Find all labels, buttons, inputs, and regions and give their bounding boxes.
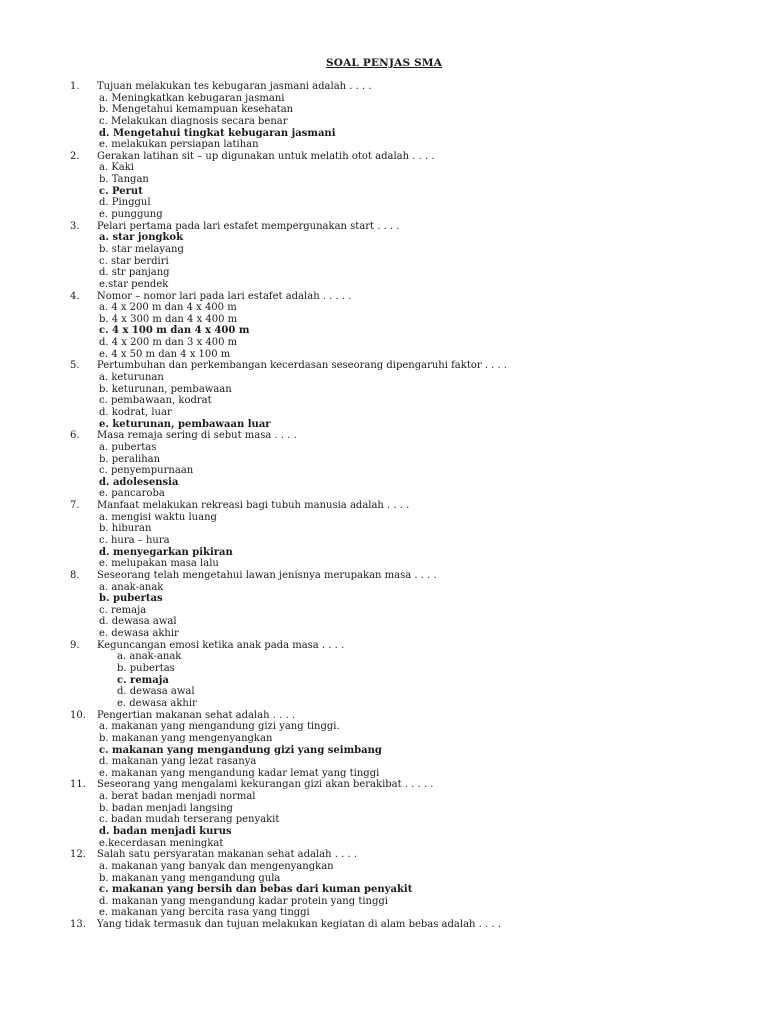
question-number: 10. [70,709,86,721]
answer-option: d. dewasa awal [117,686,195,698]
answer-option: e. makanan yang bercita rasa yang tinggi [99,907,310,919]
answer-option: e. punggung [99,209,163,221]
answer-option: c. hura – hura [99,534,170,546]
answer-option: a. makanan yang banyak dan mengenyangkan [99,860,334,872]
question-line [0,360,768,372]
answer-option: a. Meningkatkan kebugaran jasmani [99,92,285,104]
answer-option: c. pembawaan, kodrat [99,395,212,407]
question-line [0,849,768,861]
question-9 [0,640,768,710]
answer-option: b. pubertas [117,663,175,675]
question-5 [0,360,768,430]
answer-option: c. penyempurnaan [99,465,194,477]
answer-option-correct: c. remaja [117,674,169,686]
question-number: 11. [70,779,86,791]
question-1 [0,81,768,151]
question-number: 6. [70,430,80,442]
question-number: 4. [70,290,80,302]
answer-option: d. dewasa awal [99,616,177,628]
question-text: Pelari pertama pada lari estafet mempergunakan start . . . . [97,220,400,232]
answer-option-correct: d. adolesensia [99,476,179,488]
question-7 [0,500,768,570]
answer-option: b. star melayang [99,243,184,255]
answer-option: e.kecerdasan meningkat [99,837,224,849]
answer-option: c. Melakukan diagnosis secara benar [99,115,288,127]
answer-option: a. berat badan menjadi normal [99,791,256,803]
question-2 [0,151,768,221]
answer-option: a. anak-anak [117,651,182,663]
question-line [0,221,768,233]
question-text: Keguncangan emosi ketika anak pada masa . . . . [97,639,345,651]
question-line [0,779,768,791]
answer-option: d. 4 x 200 m dan 3 x 400 m [99,337,238,349]
answer-option: d. Pinggul [99,197,151,209]
answer-option: b. makanan yang mengandung gula [99,872,281,884]
question-text: Seseorang telah mengetahui lawan jenisnya merupakan masa . . . . [97,569,437,581]
answer-option: b. makanan yang mengenyangkan [99,732,273,744]
answer-option-correct: d. badan menjadi kurus [99,826,232,837]
answer-option: e. melupakan masa lalu [99,558,219,570]
question-text: Masa remaja sering di sebut masa . . . . [97,430,297,442]
question-text: Pengertian makanan sehat adalah . . . . [97,709,296,721]
answer-option: e. melakukan persiapan latihan [99,139,259,151]
answer-option: c. badan mudah terserang penyakit [99,814,280,826]
answer-option: e. dewasa akhir [117,697,197,709]
question-number: 13. [70,919,86,931]
question-line [0,151,768,163]
answer-option: e. 4 x 50 m dan 4 x 100 m [99,348,231,360]
page-title: SOAL PENJAS SMA [325,57,443,69]
question-text: Salah satu persyaratan makanan sehat adalah . . . . [97,849,357,861]
question-line [0,570,768,582]
question-text: Pertumbuhan dan perkembangan kecerdasan seseorang dipengaruhi faktor . . . . [97,360,508,372]
question-line [0,919,768,931]
answer-option-correct: c. 4 x 100 m dan 4 x 400 m [99,325,250,337]
answer-option: a. makanan yang mengandung gizi yang tinggi. [99,721,340,733]
answer-option-correct: e. keturunan, pembawaan luar [99,418,271,430]
answer-option-correct: c. makanan yang bersih dan bebas dari kuman penyakit [99,884,413,896]
answer-option: a. keturunan [99,372,164,384]
question-line [0,81,768,93]
answer-option: b. hiburan [99,523,152,535]
question-3 [0,221,768,291]
question-number: 8. [70,569,80,581]
question-number: 9. [70,639,80,651]
answer-option: c. star berdiri [99,255,169,267]
answer-option: a. Kaki [99,162,135,174]
question-12 [0,849,768,919]
answer-option: e. dewasa akhir [99,628,179,640]
answer-option: d. str panjang [99,267,170,279]
answer-option: d. makanan yang mengandung kadar protein yang tinggi [99,895,388,907]
question-text: Manfaat melakukan rekreasi bagi tubuh manusia adalah . . . . [97,500,410,512]
question-number: 12. [70,849,86,861]
answer-option-correct: c. Perut [99,185,143,197]
answer-option-correct: a. star jongkok [99,232,183,244]
question-line [0,291,768,303]
answer-option-correct: c. makanan yang mengandung gizi yang seimbang [99,744,382,756]
question-number: 3. [70,220,80,232]
answer-option: a. 4 x 200 m dan 4 x 400 m [99,302,237,314]
answer-option: a. mengisi waktu luang [99,511,217,523]
answer-option: e. makanan yang mengandung kadar lemat yang tinggi [99,767,380,779]
answer-option: b. Mengetahui kemampuan kesehatan [99,104,294,116]
answer-option: b. Tangan [99,174,149,186]
answer-option: b. peralihan [99,453,161,465]
question-10 [0,710,768,780]
answer-option: b. keturunan, pembawaan [99,383,232,395]
question-number: 5. [70,360,80,372]
question-text: Seseorang yang mengalami kekurangan gizi akan berakibat . . . . . [97,779,434,791]
answer-option: d. makanan yang lezat rasanya [99,756,257,768]
question-4 [0,291,768,361]
question-number: 1. [70,81,80,92]
answer-option: a. anak-anak [99,581,164,593]
question-11 [0,779,768,849]
question-line [0,500,768,512]
answer-option-correct: b. pubertas [99,593,163,605]
question-number: 7. [70,500,80,512]
answer-option-correct: d. Mengetahui tingkat kebugaran jasmani [99,127,336,139]
question-text: Tujuan melakukan tes kebugaran jasmani adalah . . . . [97,81,372,92]
answer-option: c. remaja [99,604,147,616]
question-list [0,81,768,931]
question-8 [0,570,768,640]
answer-option-correct: d. menyegarkan pikiran [99,546,233,558]
answer-option: b. badan menjadi langsing [99,802,233,814]
answer-option: d. kodrat, luar [99,406,172,418]
question-13 [0,919,768,931]
question-text: Yang tidak termasuk dan tujuan melakukan kegiatan di alam bebas adalah . . . . [97,919,501,931]
answer-option: e. pancaroba [99,488,165,500]
question-text: Nomor – nomor lari pada lari estafet adalah . . . . . [97,290,352,302]
answer-option: b. 4 x 300 m dan 4 x 400 m [99,313,238,325]
answer-option: a. pubertas [99,441,157,453]
question-6 [0,430,768,500]
question-text: Gerakan latihan sit – up digunakan untuk melatih otot adalah . . . . [97,150,435,162]
question-line [0,710,768,722]
question-number: 2. [70,150,80,162]
answer-option: e.star pendek [99,278,169,290]
question-line [0,640,768,652]
question-line [0,430,768,442]
